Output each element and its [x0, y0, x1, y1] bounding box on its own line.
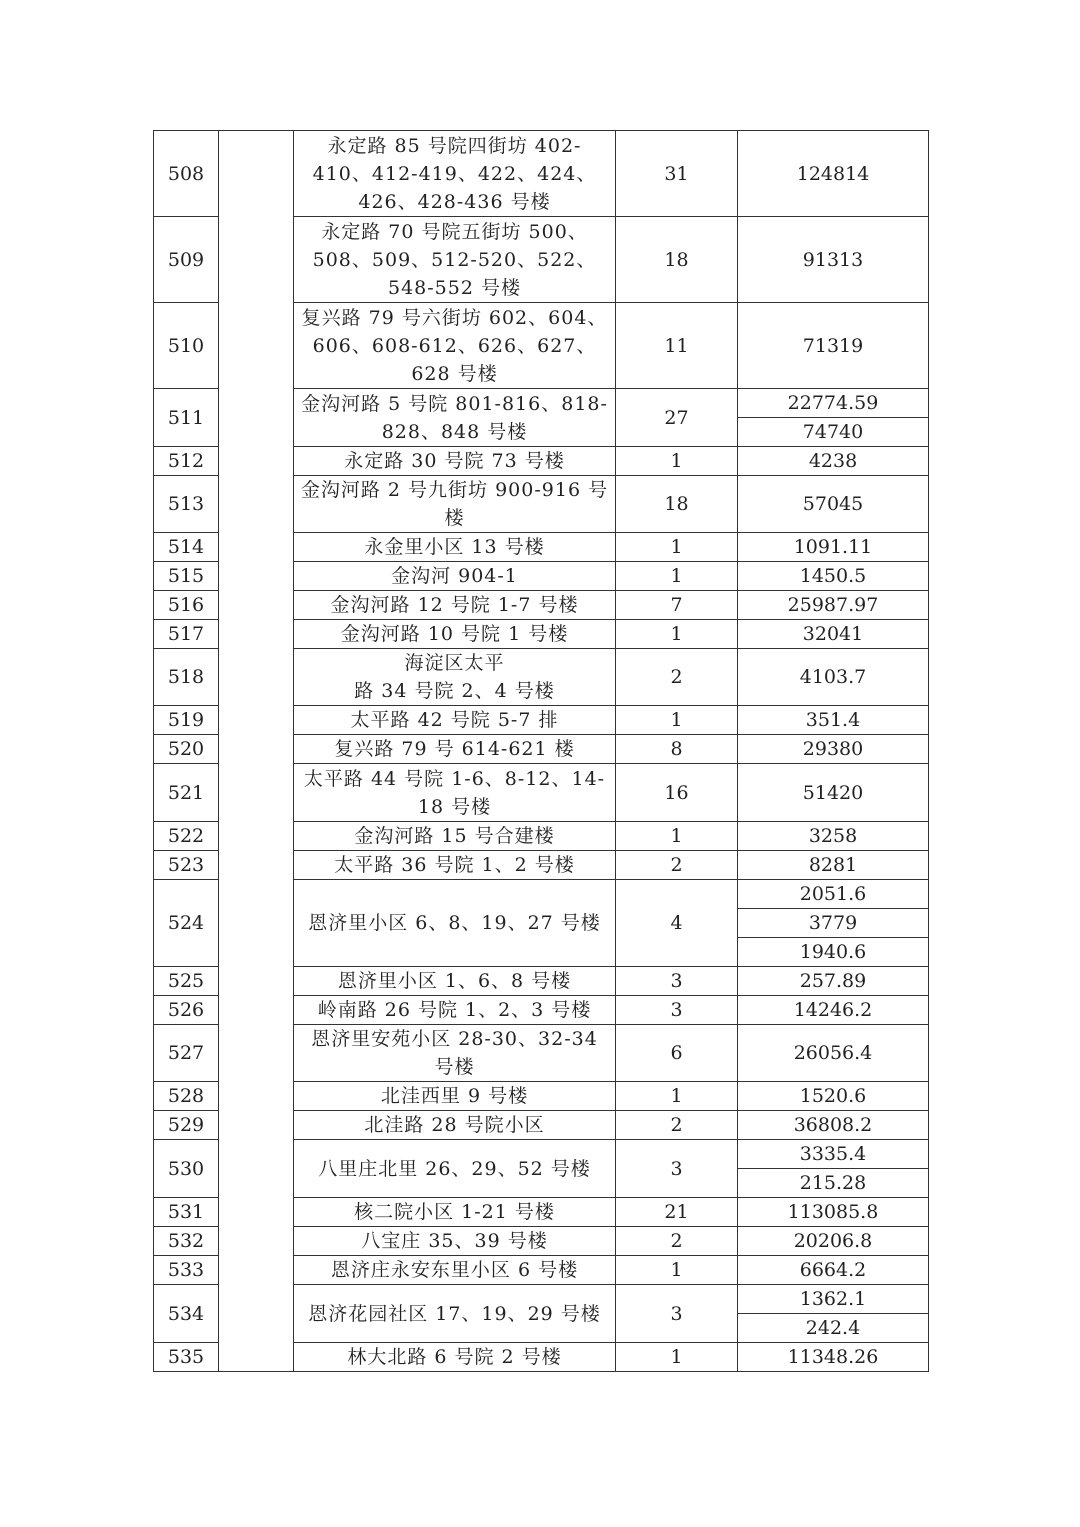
- address-cell: 金沟河路 5 号院 801-816、818-828、848 号楼: [294, 389, 616, 447]
- area-cell: 4238: [738, 447, 929, 476]
- row-number: 527: [154, 1025, 219, 1082]
- row-number: 532: [154, 1227, 219, 1256]
- building-count-cell: 2: [616, 851, 738, 880]
- building-count-cell: 2: [616, 1227, 738, 1256]
- address-cell: 永定路 85 号院四街坊 402-410、412-419、422、424、426、428-436 号楼: [294, 131, 616, 217]
- row-number: 525: [154, 967, 219, 996]
- area-cell: 1091.11: [738, 533, 929, 562]
- building-count-cell: 3: [616, 1140, 738, 1198]
- building-count-cell: 1: [616, 822, 738, 851]
- address-cell: 北洼西里 9 号楼: [294, 1082, 616, 1111]
- building-count-cell: 7: [616, 591, 738, 620]
- row-number: 533: [154, 1256, 219, 1285]
- area-cell: 14246.2: [738, 996, 929, 1025]
- building-count-cell: 16: [616, 764, 738, 822]
- building-count-cell: 3: [616, 1285, 738, 1343]
- area-cell: 26056.4: [738, 1025, 929, 1082]
- building-count-cell: 18: [616, 476, 738, 533]
- area-cell: 1450.5: [738, 562, 929, 591]
- building-count-cell: 2: [616, 649, 738, 706]
- address-cell: 永金里小区 13 号楼: [294, 533, 616, 562]
- row-number: 523: [154, 851, 219, 880]
- area-cell: 91313: [738, 217, 929, 303]
- row-number: 521: [154, 764, 219, 822]
- row-number: 517: [154, 620, 219, 649]
- row-number: 535: [154, 1343, 219, 1372]
- building-count-cell: 1: [616, 562, 738, 591]
- address-cell: 永定路 30 号院 73 号楼: [294, 447, 616, 476]
- row-number: 520: [154, 735, 219, 764]
- building-count-cell: 21: [616, 1198, 738, 1227]
- address-cell: 金沟河路 12 号院 1-7 号楼: [294, 591, 616, 620]
- building-count-cell: 3: [616, 967, 738, 996]
- address-cell: 金沟河路 10 号院 1 号楼: [294, 620, 616, 649]
- row-number: 528: [154, 1082, 219, 1111]
- area-cell: 25987.97: [738, 591, 929, 620]
- area-cell: 3258: [738, 822, 929, 851]
- row-number: 519: [154, 706, 219, 735]
- building-count-cell: 1: [616, 447, 738, 476]
- building-count-cell: 6: [616, 1025, 738, 1082]
- building-count-cell: 31: [616, 131, 738, 217]
- table-body: [154, 131, 929, 1372]
- address-cell: 太平路 42 号院 5-7 排: [294, 706, 616, 735]
- area-cell: 22774.59: [738, 389, 929, 418]
- address-cell: 恩济庄永安东里小区 6 号楼: [294, 1256, 616, 1285]
- row-number: 529: [154, 1111, 219, 1140]
- area-cell: 51420: [738, 764, 929, 822]
- address-cell: 岭南路 26 号院 1、2、3 号楼: [294, 996, 616, 1025]
- address-cell: 核二院小区 1-21 号楼: [294, 1198, 616, 1227]
- area-cell: 351.4: [738, 706, 929, 735]
- building-count-cell: 1: [616, 1082, 738, 1111]
- address-cell: 金沟河 904-1: [294, 562, 616, 591]
- table-row: [154, 131, 929, 217]
- area-cell: 29380: [738, 735, 929, 764]
- data-table: [153, 130, 929, 1372]
- address-cell: 太平路 44 号院 1-6、8-12、14-18 号楼: [294, 764, 616, 822]
- row-number: 534: [154, 1285, 219, 1343]
- area-cell: 2051.6: [738, 880, 929, 909]
- building-count-cell: 4: [616, 880, 738, 967]
- row-number: 516: [154, 591, 219, 620]
- row-number: 522: [154, 822, 219, 851]
- area-cell: 20206.8: [738, 1227, 929, 1256]
- address-cell: 金沟河路 15 号合建楼: [294, 822, 616, 851]
- area-cell: 8281: [738, 851, 929, 880]
- building-count-cell: 8: [616, 735, 738, 764]
- area-cell: 215.28: [738, 1169, 929, 1198]
- area-cell: 4103.7: [738, 649, 929, 706]
- area-cell: 124814: [738, 131, 929, 217]
- address-cell: 恩济花园社区 17、19、29 号楼: [294, 1285, 616, 1343]
- area-cell: 1520.6: [738, 1082, 929, 1111]
- address-cell: 恩济里小区 1、6、8 号楼: [294, 967, 616, 996]
- area-cell: 74740: [738, 418, 929, 447]
- row-number: 510: [154, 303, 219, 389]
- area-cell: 257.89: [738, 967, 929, 996]
- area-cell: 32041: [738, 620, 929, 649]
- address-cell: 太平路 36 号院 1、2 号楼: [294, 851, 616, 880]
- building-count-cell: 2: [616, 1111, 738, 1140]
- address-cell: 复兴路 79 号 614-621 楼: [294, 735, 616, 764]
- area-cell: 3335.4: [738, 1140, 929, 1169]
- address-cell: 恩济里小区 6、8、19、27 号楼: [294, 880, 616, 967]
- building-count-cell: 18: [616, 217, 738, 303]
- area-cell: 71319: [738, 303, 929, 389]
- district-cell: [219, 131, 294, 1372]
- row-number: 508: [154, 131, 219, 217]
- row-number: 531: [154, 1198, 219, 1227]
- building-count-cell: 27: [616, 389, 738, 447]
- area-cell: 6664.2: [738, 1256, 929, 1285]
- area-cell: 36808.2: [738, 1111, 929, 1140]
- address-cell: 恩济里安苑小区 28-30、32-34 号楼: [294, 1025, 616, 1082]
- building-count-cell: 11: [616, 303, 738, 389]
- row-number: 511: [154, 389, 219, 447]
- address-cell: 林大北路 6 号院 2 号楼: [294, 1343, 616, 1372]
- row-number: 513: [154, 476, 219, 533]
- building-count-cell: 1: [616, 1256, 738, 1285]
- building-count-cell: 1: [616, 1343, 738, 1372]
- row-number: 509: [154, 217, 219, 303]
- area-cell: 1362.1: [738, 1285, 929, 1314]
- address-cell: 永定路 70 号院五街坊 500、508、509、512-520、522、548-552 号楼: [294, 217, 616, 303]
- row-number: 530: [154, 1140, 219, 1198]
- area-cell: 113085.8: [738, 1198, 929, 1227]
- address-cell: 金沟河路 2 号九街坊 900-916 号楼: [294, 476, 616, 533]
- row-number: 524: [154, 880, 219, 967]
- building-count-cell: 1: [616, 533, 738, 562]
- area-cell: 11348.26: [738, 1343, 929, 1372]
- area-cell: 1940.6: [738, 938, 929, 967]
- address-cell: 海淀区太平 路 34 号院 2、4 号楼: [294, 649, 616, 706]
- row-number: 518: [154, 649, 219, 706]
- row-number: 512: [154, 447, 219, 476]
- building-count-cell: 1: [616, 706, 738, 735]
- area-cell: 3779: [738, 909, 929, 938]
- row-number: 526: [154, 996, 219, 1025]
- address-cell: 复兴路 79 号六街坊 602、604、606、608-612、626、627、628 号楼: [294, 303, 616, 389]
- row-number: 515: [154, 562, 219, 591]
- area-cell: 57045: [738, 476, 929, 533]
- building-count-cell: 1: [616, 620, 738, 649]
- row-number: 514: [154, 533, 219, 562]
- building-count-cell: 3: [616, 996, 738, 1025]
- address-cell: 八宝庄 35、39 号楼: [294, 1227, 616, 1256]
- address-cell: 八里庄北里 26、29、52 号楼: [294, 1140, 616, 1198]
- area-cell: 242.4: [738, 1314, 929, 1343]
- address-cell: 北洼路 28 号院小区: [294, 1111, 616, 1140]
